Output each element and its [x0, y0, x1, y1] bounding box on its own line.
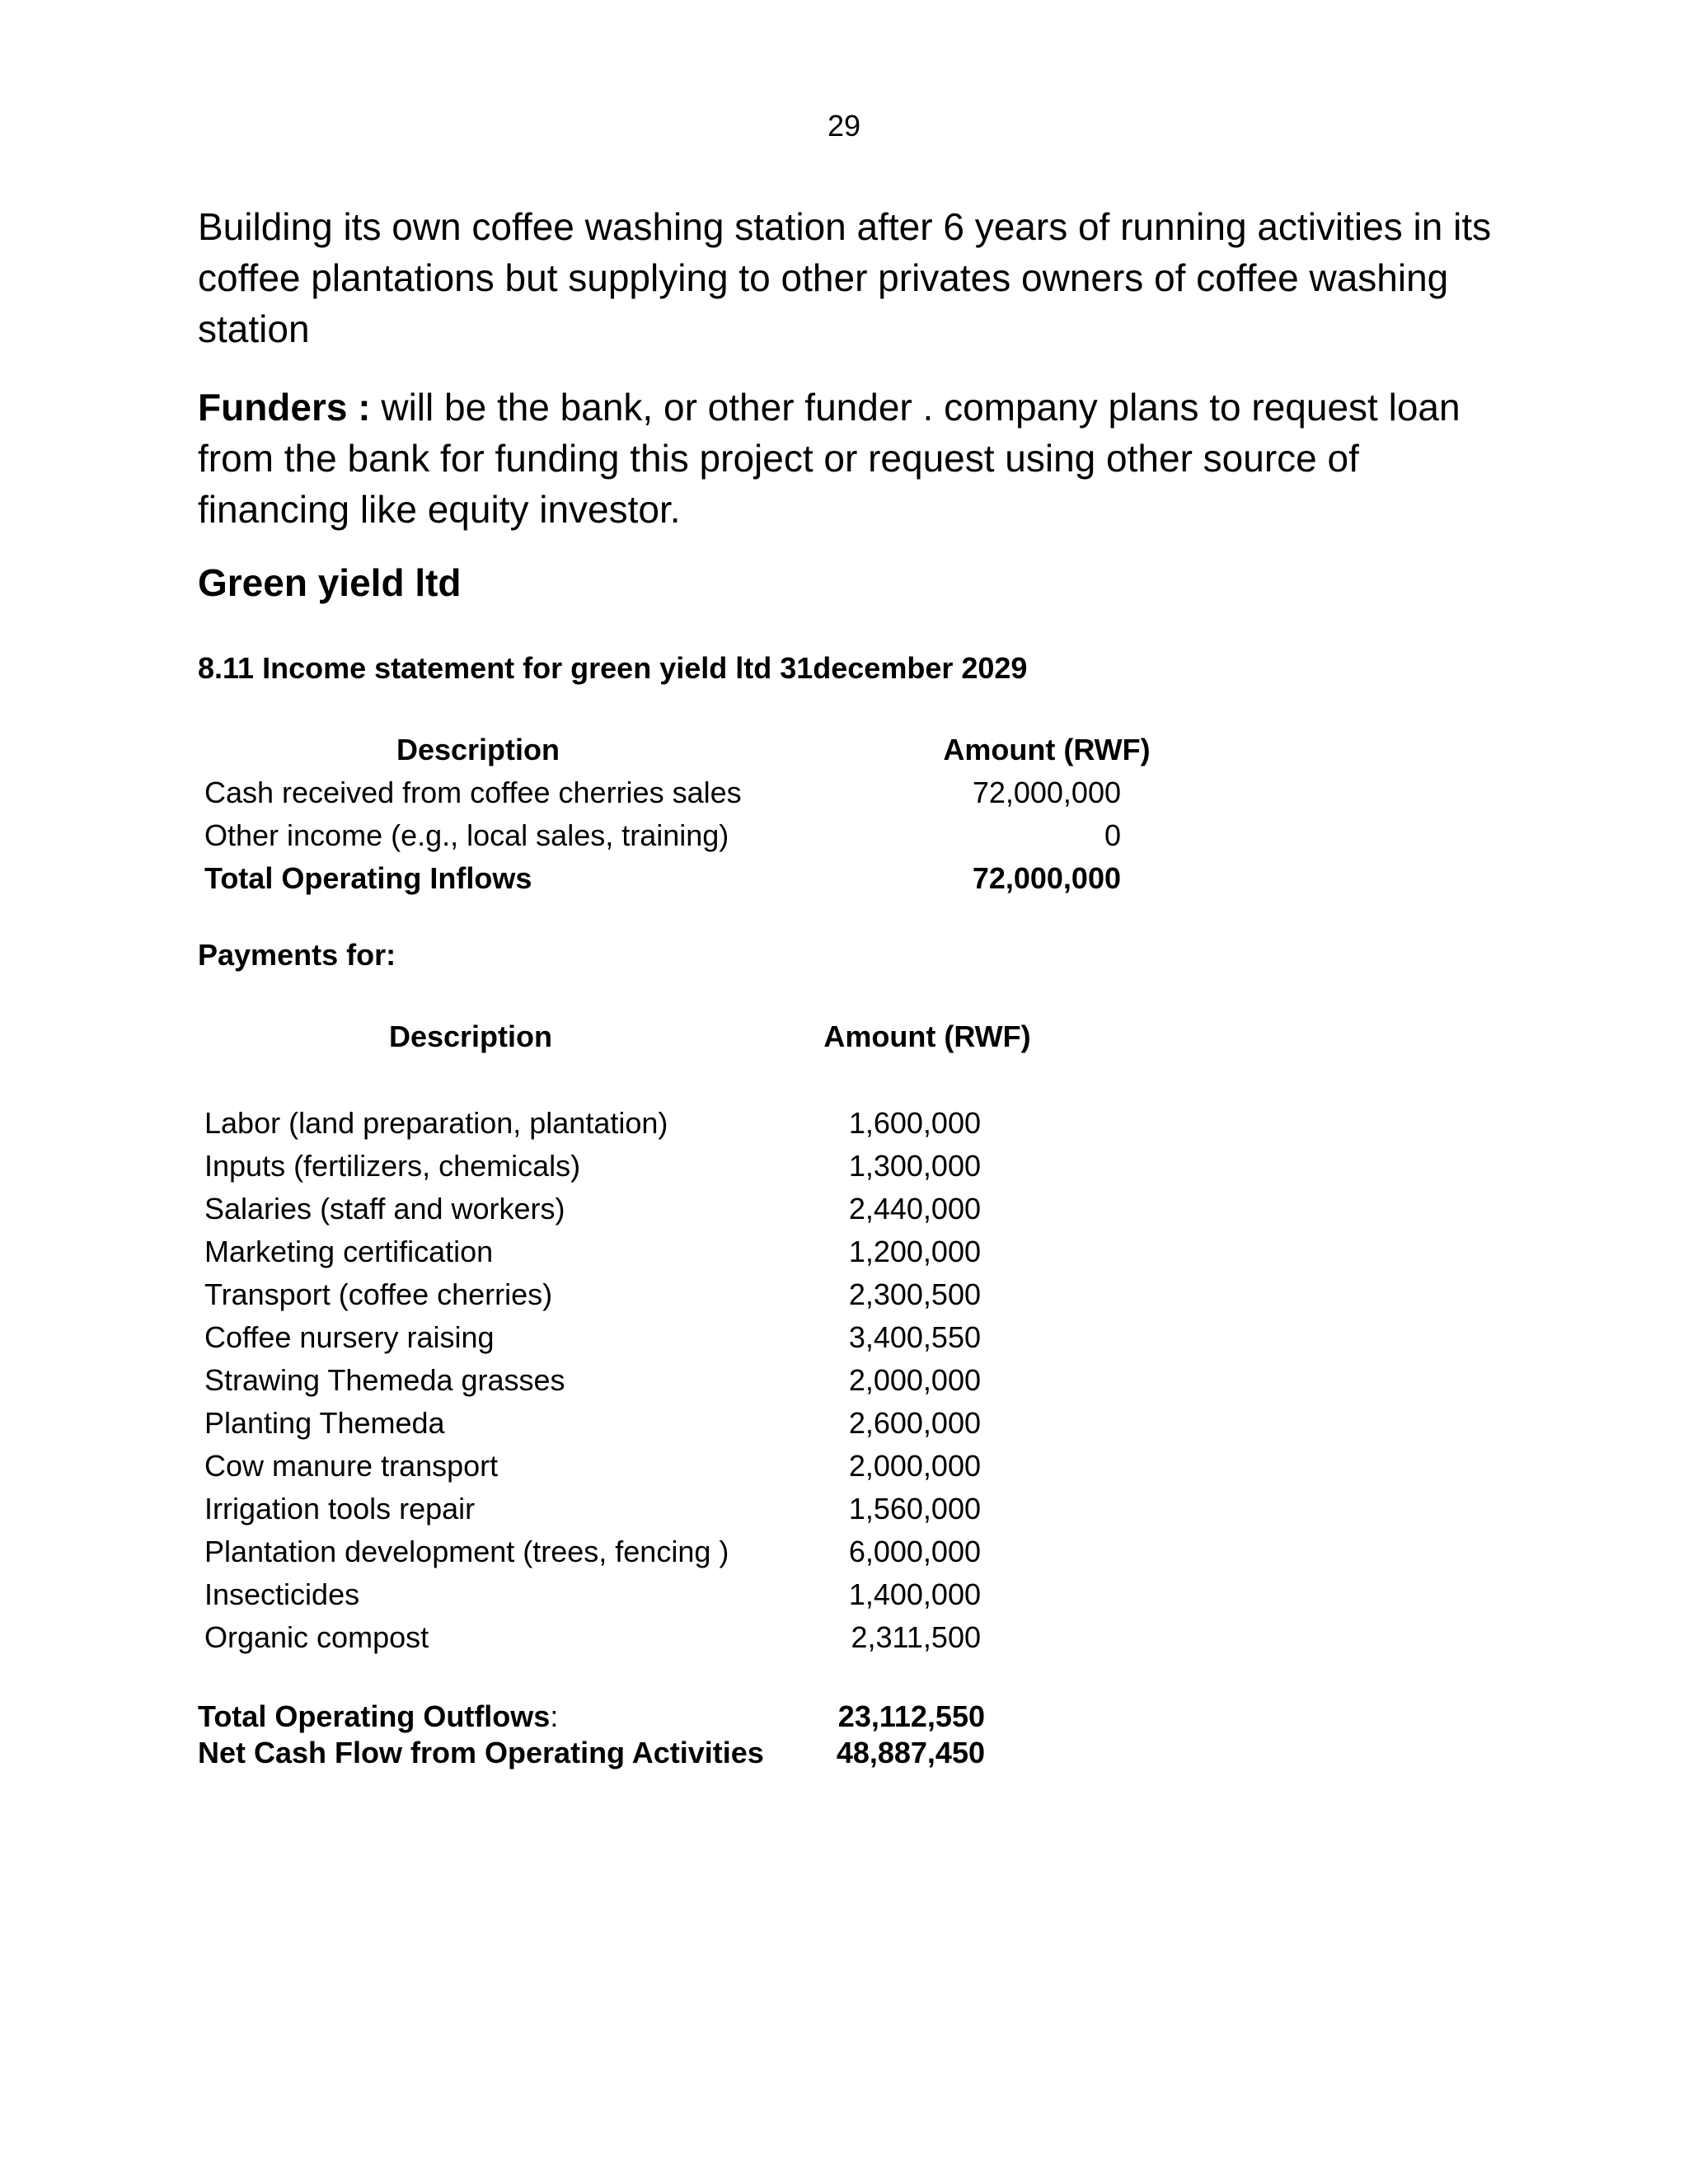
- outflow-amount: 2,000,000: [848, 1363, 981, 1397]
- table-row: [0, 1445, 1688, 1488]
- outflows-description-header: Description: [388, 1019, 553, 1053]
- outflow-amount: 1,200,000: [848, 1235, 981, 1268]
- outflow-description: Plantation development (trees, fencing ): [204, 1535, 729, 1568]
- table-row: [0, 1402, 1688, 1445]
- page-number: 29: [827, 109, 861, 143]
- outflow-amount: 3,400,550: [848, 1320, 981, 1354]
- net-cash-flow-row: [0, 1735, 1688, 1771]
- inflows-description-header: Description: [396, 733, 560, 766]
- inflows-total-amount: 72,000,000: [972, 861, 1121, 895]
- outflow-amount: 2,300,500: [848, 1277, 981, 1311]
- outflow-amount: 2,440,000: [848, 1192, 981, 1226]
- outflow-description: Cow manure transport: [204, 1449, 499, 1483]
- section-heading: 8.11 Income statement for green yield ltd 31december 2029: [198, 651, 1028, 685]
- total-outflows-amount: 23,112,550: [837, 1699, 985, 1733]
- inflow-amount: 0: [1104, 818, 1121, 852]
- outflow-description: Coffee nursery raising: [204, 1320, 495, 1354]
- outflow-amount: 1,560,000: [848, 1492, 981, 1526]
- table-row: [0, 1230, 1688, 1273]
- inflow-description: Other income (e.g., local sales, training): [204, 818, 729, 852]
- total-outflows-text: Total Operating Outflows: [198, 1699, 551, 1733]
- outflow-description: Inputs (fertilizers, chemicals): [204, 1149, 581, 1183]
- table-row: [0, 1616, 1688, 1659]
- total-outflows-row: [0, 1699, 1688, 1735]
- inflows-total-label: Total Operating Inflows: [204, 861, 532, 895]
- table-row: [0, 1488, 1688, 1530]
- inflow-amount: 72,000,000: [972, 776, 1121, 809]
- outflow-amount: 2,311,500: [851, 1620, 981, 1654]
- outflow-description: Organic compost: [204, 1620, 429, 1654]
- inflows-total-row: [0, 857, 1688, 900]
- table-row: [0, 1102, 1688, 1145]
- outflows-header: [0, 1015, 1688, 1058]
- funders-paragraph: [198, 382, 1517, 535]
- table-row: [0, 1316, 1688, 1359]
- inflow-description: Cash received from coffee cherries sales: [204, 776, 742, 809]
- total-outflows-colon: :: [550, 1699, 559, 1733]
- outflow-amount: 2,000,000: [848, 1449, 981, 1483]
- total-outflows-label: [198, 1699, 558, 1735]
- net-cash-flow-label: Net Cash Flow from Operating Activities: [198, 1736, 764, 1769]
- outflow-description: Marketing certification: [204, 1235, 494, 1268]
- outflow-description: Strawing Themeda grasses: [204, 1363, 565, 1397]
- table-row: [0, 1145, 1688, 1188]
- table-row: [0, 1530, 1688, 1573]
- outflow-amount: 6,000,000: [848, 1535, 981, 1568]
- table-row: [0, 1273, 1688, 1316]
- net-cash-flow-amount: 48,887,450: [836, 1736, 985, 1769]
- outflow-amount: 1,600,000: [848, 1106, 981, 1140]
- table-row: [0, 771, 1688, 814]
- outflow-description: Salaries (staff and workers): [204, 1192, 565, 1226]
- outflow-description: Planting Themeda: [204, 1406, 445, 1440]
- payments-label: Payments for:: [198, 938, 396, 972]
- table-row: [0, 1359, 1688, 1402]
- outflow-description: Labor (land preparation, plantation): [204, 1106, 668, 1140]
- outflow-amount: 2,600,000: [848, 1406, 981, 1440]
- funders-label: Funders :: [198, 386, 371, 429]
- table-row: [0, 1573, 1688, 1616]
- table-row: [0, 814, 1688, 857]
- inflows-header: [0, 729, 1688, 771]
- company-name: Green yield ltd: [198, 561, 462, 604]
- funders-text: will be the bank, or other funder . company plans to request loan from the bank for funding this project or request using other source of financing like equity investor.: [198, 386, 1461, 531]
- table-row: [0, 1188, 1688, 1230]
- inflows-amount-header: Amount (RWF): [943, 733, 1151, 766]
- outflow-amount: 1,400,000: [848, 1577, 981, 1611]
- outflow-description: Irrigation tools repair: [204, 1492, 476, 1526]
- intro-paragraph: Building its own coffee washing station after 6 years of running activities in its coffee plantations but supplying to other privates owners of coffee washing station: [198, 205, 1492, 350]
- outflow-description: Insecticides: [204, 1577, 360, 1611]
- outflow-amount: 1,300,000: [848, 1149, 981, 1183]
- outflow-description: Transport (coffee cherries): [204, 1277, 553, 1311]
- outflows-amount-header: Amount (RWF): [823, 1019, 1031, 1053]
